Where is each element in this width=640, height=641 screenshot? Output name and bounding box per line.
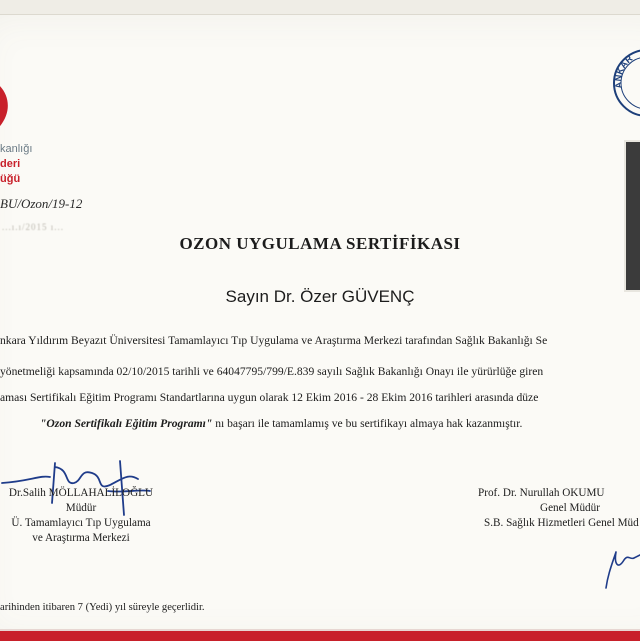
ministry-line-3: üğü [0, 173, 21, 185]
left-signatory [0, 486, 170, 546]
program-name: "Ozon Sertifikalı Eğitim Programı" [40, 417, 213, 430]
left-signatory-role: Müdür [65, 502, 97, 514]
ministry-name [0, 142, 32, 187]
reference-faded: ...ı.ı/2015 ı... [2, 222, 65, 232]
ministry-line-2: deri [0, 158, 21, 170]
body-line-2: yönetmeliği kapsamında 02/10/2015 tarihli ve 64047795/799/E.839 sayılı Sağlık Bakanlığı Onayı ile yürürlüğe giren [0, 365, 544, 378]
body-line-1: nkara Yıldırım Beyazıt Üniversitesi Tamamlayıcı Tıp Uygulama ve Araştırma Merkezi tarafından Sağlık Bakanlığı Se [0, 334, 548, 347]
right-signatory-org-1: S.B. Sağlık Hizmetleri Genel Müd [484, 517, 639, 529]
recipient-name: Sayın Dr. Özer GÜVENÇ [225, 287, 415, 306]
university-seal [612, 48, 640, 118]
certificate-paper [0, 14, 640, 641]
left-signatory-org-2: ve Araştırma Merkezi [32, 532, 130, 544]
body-line-3: aması Sertifikalı Eğitim Programı Standartlarına uygun olarak 12 Ekim 2016 - 28 Ekim 2016 tarihleri arasında düze [0, 391, 539, 404]
left-signatory-name: Dr.Salih MÖLLAHALİLOĞLU [8, 487, 154, 499]
certificate-title: OZON UYGULAMA SERTİFİKASI [179, 234, 461, 253]
right-signatory-role: Genel Müdür [540, 502, 600, 514]
left-signatory-org-1: Ü. Tamamlayıcı Tıp Uygulama [11, 517, 151, 529]
validity-note: arihinden itibaren 7 (Yedi) yıl süreyle geçerlidir. [0, 602, 205, 613]
right-signatory [478, 486, 640, 531]
seal-text: ANKAR [613, 53, 635, 90]
reference-number: BU/Ozon/19-12 [0, 196, 83, 211]
program-tail: nı başarı ile tamamlamış ve bu sertifikayı almaya hak kazanmıştır. [212, 417, 523, 430]
ministry-logo [0, 70, 18, 140]
recipient-photo [624, 140, 640, 292]
body-line-4 [40, 417, 522, 430]
right-signature [598, 530, 640, 590]
svg-text:ANKAR [613, 53, 635, 89]
right-signatory-name: Prof. Dr. Nurullah OKUMU [478, 487, 605, 499]
ministry-line-1: kanlığı [0, 143, 33, 155]
